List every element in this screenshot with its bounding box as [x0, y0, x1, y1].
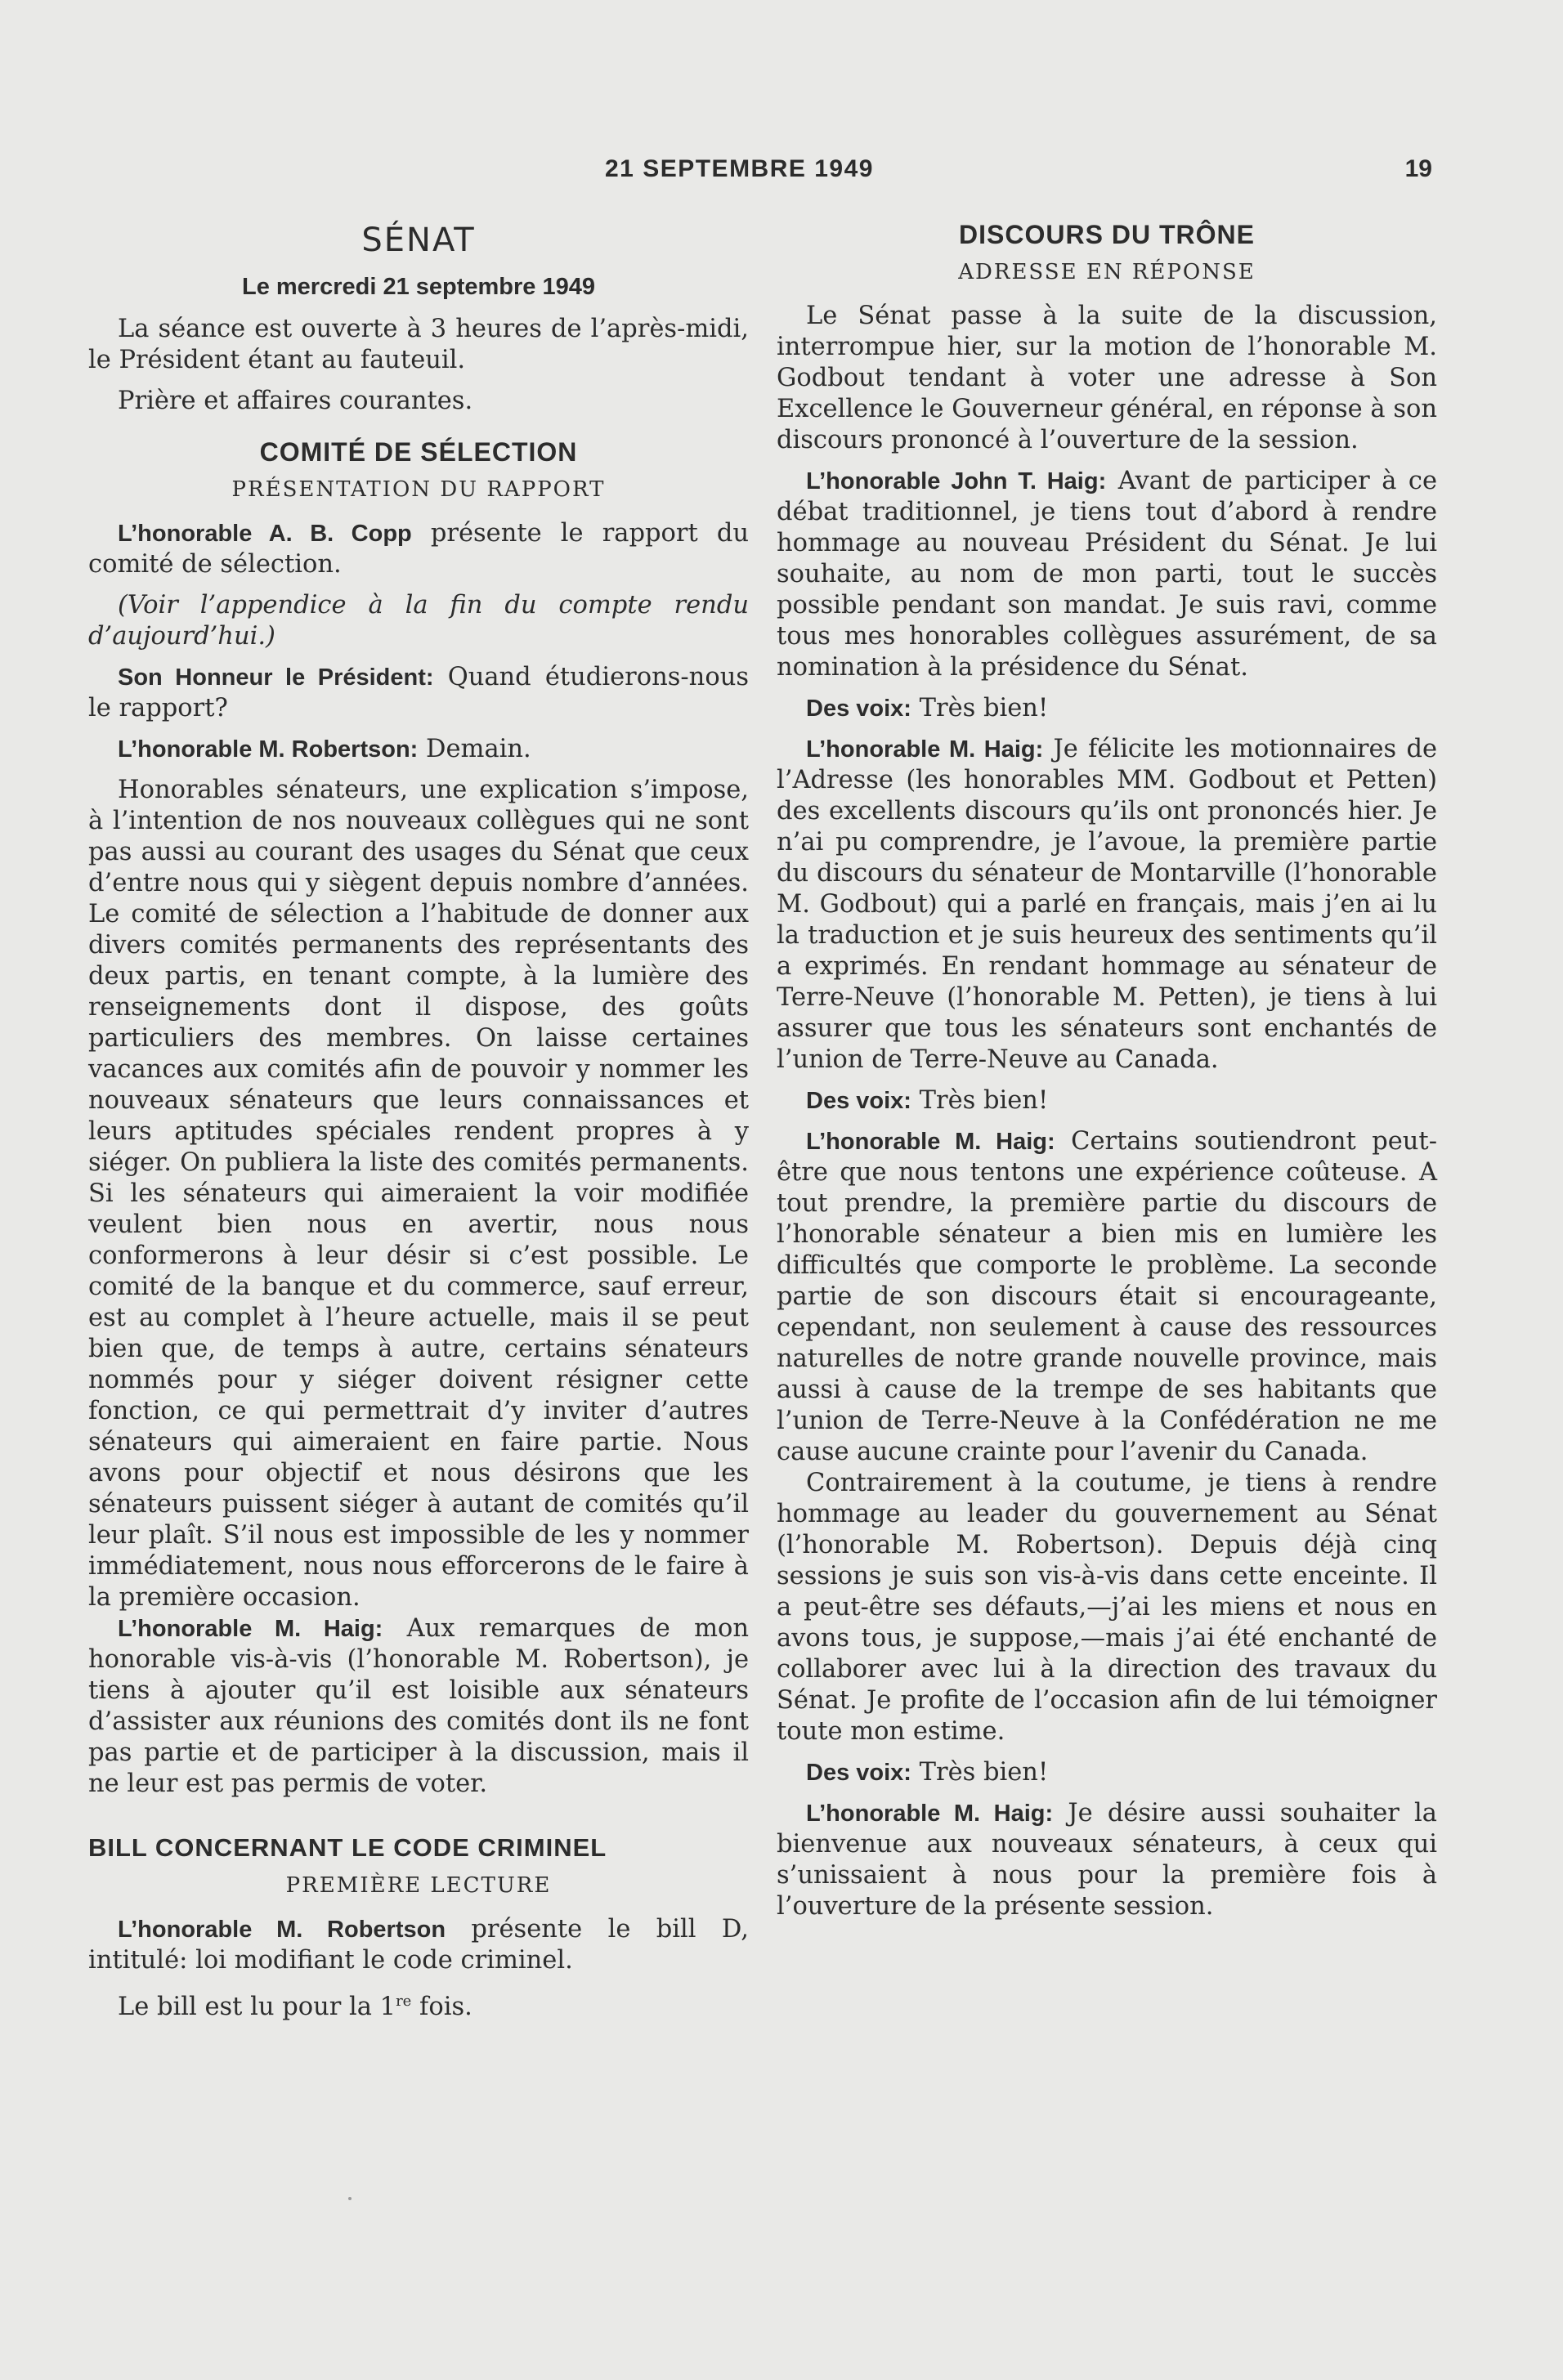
paragraph-text: présente le rapport du comité de sélection.	[88, 519, 749, 579]
speaker-name: L’honorable M. Haig:	[806, 1129, 1055, 1155]
speaker-name: Son Honneur le Président:	[118, 664, 434, 691]
speaker-name: L’honorable M. Haig:	[806, 736, 1044, 763]
paragraph-text: Certains soutiendront peut-être que nous tentons une expérience coûteuse. A tout prendre, la première partie du discours de l’honorable sénateur a bien mis en lumière les difficultés que comporte le problème. La seconde partie de son discours était si encourageante, cependant, non seulement à cause des ressources naturelles de notre grande nouvelle province, mais aussi à cause de la trempe de ses habitants que l’union de Terre-Neuve à la Confédération ne me cause aucune crainte pour l’avenir du Canada.	[777, 1127, 1437, 1466]
right-column	[777, 219, 1437, 1932]
paragraph-text: Aux remarques de mon honorable vis-à-vis (l’honorable M. Robertson), je tiens à ajouter qu’il est loisible aux sénateurs d’assister aux réunions des comités dont ils ne font pas partie et de participer à la discussion, mais il ne leur est pas permis de voter.	[88, 1614, 750, 1798]
paragraph-text: Très bien!	[911, 694, 1049, 722]
paragraph-haig-opening	[777, 466, 1437, 683]
left-column	[88, 219, 749, 2033]
paragraph-text: Je félicite les motionnaires de l’Adresse (les honorables MM. Godbout et Petten) des excellents discours qu’ils ont prononcés hier. Je n’ai pu comprendre, je l’avoue, la première partie du discours du sénateur de Montarville (l’honorable M. Godbout) qui a parlé en français, mais j’en ai lu la traduction et je suis heureux des sentiments qu’il a exprimés. En rendant hommage au sénateur de Terre-Neuve (l’honorable M. Petten), je tiens à lui assurer que tous les sénateurs sont enchantés de l’union de Terre-Neuve au Canada.	[777, 735, 1438, 1074]
paragraph-text: présente le bill D, intitulé: loi modifiant le code criminel.	[88, 1915, 749, 1975]
speaker-name: Des voix:	[806, 1088, 911, 1114]
paragraph-haig-welcome	[777, 1798, 1437, 1922]
paragraph-haig-tribute: Contrairement à la coutume, je tiens à rendre hommage au leader du gouvernement au Sénat (l’honorable M. Robertson). Depuis déjà cinq sessions je suis son vis-à-vis dans cette enceinte. Il a peut-être ses défauts,—j’ai les miens et nous en avons tous, je suppose,—mais j’ai été enchanté de collaborer avec lui à la direction des travaux du Sénat. Je profite de l’occasion afin de lui témoigner toute mon estime.	[777, 1469, 1437, 1746]
section-subtitle-address: ADRESSE EN RÉPONSE	[958, 260, 1256, 284]
senate-title: SÉNAT	[361, 221, 476, 259]
paragraph-president	[88, 662, 749, 724]
speaker-name: Des voix:	[806, 696, 911, 722]
speaker-name: L’honorable M. Robertson	[118, 1917, 446, 1943]
speaker-name: Des voix:	[806, 1760, 911, 1786]
paragraph-bill-read	[88, 1986, 749, 2023]
routine-paragraph: Prière et affaires courantes.	[118, 387, 473, 415]
paragraph-haig-congratulates	[777, 734, 1437, 1076]
paragraph-senate-proceeds: Le Sénat passe à la suite de la discussion, interrompue hier, sur la motion de l’honorable M. Godbout tendant à voter une adresse à Son Excellence le Gouverneur général, en réponse à son discours prononcé à l’ouverture de la session.	[777, 302, 1437, 454]
paragraph-text: Très bien!	[911, 1758, 1049, 1787]
paragraph-text: Demain.	[418, 735, 531, 763]
paragraph-haig-newfoundland	[777, 1126, 1437, 1468]
section-title-throne-speech: DISCOURS DU TRÔNE	[959, 220, 1255, 249]
print-speck	[348, 2197, 352, 2200]
speaker-name: L’honorable A. B. Copp	[118, 521, 412, 547]
paragraph-text: Quand étudierons-nous le rapport?	[88, 663, 749, 722]
paragraph-robertson-explanation: Honorables sénateurs, une explication s’impose, à l’intention de nos nouveaux collègues qui ne sont pas aussi au courant des usages du Sénat que ceux d’entre nous qui y siègent depuis nombre d’années. Le comité de sélection a l’habitude de donner aux divers comités permanents des représentants des deux partis, en tenant compte, à la lumière des renseignements dont il dispose, des goûts particuliers des membres. On laisse certaines vacances aux comités afin de pouvoir y nommer les nouveaux sénateurs que leurs connaissances et leurs aptitudes spéciales rendent propres à y siéger. On publiera la liste des comités permanents. Si les sénateurs qui aimeraient la voir modifiée veulent bien nous en avertir, nous nous conformerons à leur désir si c’est possible. Le comité de la banque et du commerce, sauf erreur, est au complet à l’heure actuelle, mais il se peut bien que, de temps à autre, certains sénateurs nommés pour y siéger doivent résigner cette fonction, ce qui permettrait d’y inviter d’autres sénateurs qui aimeraient en faire partie. Nous avons pour objectif et nous désirons que les sénateurs puissent siéger à autant de comités qu’il leur plaît. S’il nous est impossible de les y nommer immédiatement, nous nous efforcerons de le faire à la première occasion.	[88, 776, 749, 1612]
speaker-name: L’honorable M. Robertson:	[118, 736, 419, 763]
speaker-name: L’honorable M. Haig:	[118, 1616, 383, 1642]
paragraph-text: Très bien!	[911, 1086, 1049, 1115]
paragraph-text-end: fois.	[411, 1993, 472, 2022]
paragraph-voices	[777, 1757, 1437, 1788]
sitting-date: Le mercredi 21 septembre 1949	[241, 274, 596, 300]
paragraph-voices	[777, 1085, 1437, 1116]
speaker-name: L’honorable John T. Haig:	[806, 468, 1107, 494]
section-title-criminal-code: BILL CONCERNANT LE CODE CRIMINEL	[88, 1833, 607, 1862]
appendix-note: (Voir l’appendice à la fin du compte rendu d’aujourd’hui.)	[88, 591, 749, 651]
section-subtitle-report: PRÉSENTATION DU RAPPORT	[231, 477, 606, 502]
section-title-selection-committee: COMITÉ DE SÉLECTION	[259, 437, 578, 467]
paragraph-voices	[777, 693, 1437, 724]
paragraph-bill-presented	[88, 1914, 749, 1976]
paragraph-haig-remarks	[88, 1613, 749, 1800]
superscript: re	[396, 1993, 412, 2010]
paragraph-copp	[88, 518, 749, 580]
running-header	[605, 155, 1432, 198]
paragraph-robertson-reply	[88, 734, 749, 765]
page-number: 19	[1404, 155, 1432, 182]
paragraph-text: Je désire aussi souhaiter la bienvenue aux nouveaux sénateurs, à ceux qui s’unissaient à nous pour la première fois à l’ouverture de la présente session.	[777, 1799, 1437, 1921]
header-date: 21 SEPTEMBRE 1949	[605, 155, 874, 182]
paragraph-text: Le bill est lu pour la 1	[118, 1993, 396, 2022]
paragraph-text: Avant de participer à ce débat traditionnel, je tiens tout d’abord à rendre hommage au nouveau Président du Sénat. Je lui souhaite, au nom de mon parti, tout le succès possible pendant son mandat. Je suis ravi, comme tous mes honorables collègues assurément, de sa nomination à la présidence du Sénat.	[777, 467, 1438, 682]
opening-paragraph: La séance est ouverte à 3 heures de l’après-midi, le Président étant au fauteuil.	[88, 315, 749, 374]
section-subtitle-first-reading: PREMIÈRE LECTURE	[285, 1873, 552, 1898]
speaker-name: L’honorable M. Haig:	[806, 1801, 1054, 1827]
